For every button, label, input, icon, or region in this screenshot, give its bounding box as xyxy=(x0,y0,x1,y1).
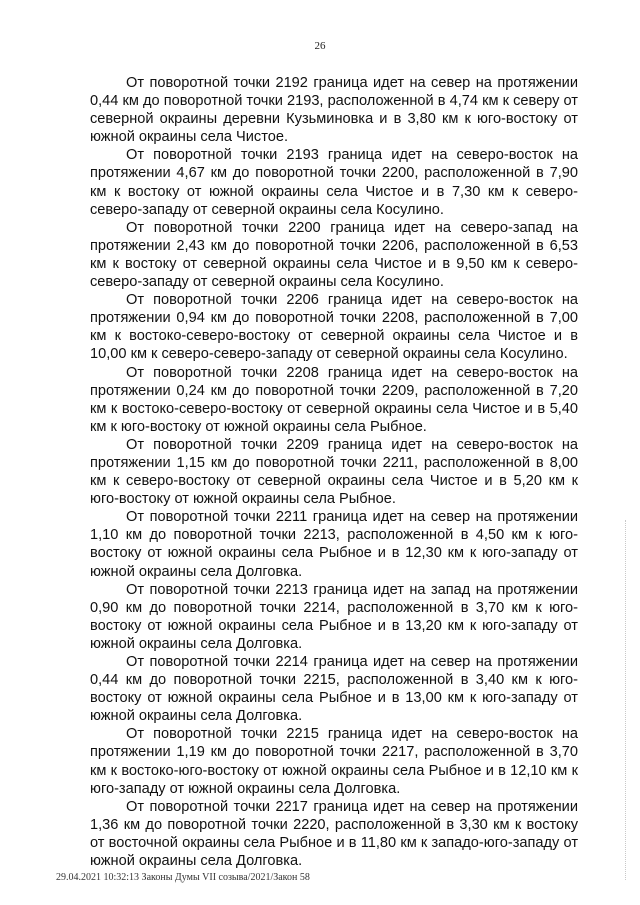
paragraph: От поворотной точки 2208 граница идет на северо-восток на протяжении 0,24 км до поворотной точки 2209, расположенной в 7,20 км к востоко-северо-востоку от северной окраины села Чистое и в 5,40 км к юго-востоку от южной окраины села Рыбное. xyxy=(90,364,578,435)
footer-stamp: 29.04.2021 10:32:13 Законы Думы VII созыва/2021/Закон 58 xyxy=(56,872,310,883)
paragraph: От поворотной точки 2214 граница идет на север на протяжении 0,44 км до поворотной точки 2215, расположенной в 3,40 км к юго-востоку от южной окраины села Рыбное и в 13,00 км к юго-западу от южной окраины села Долговка. xyxy=(90,654,578,725)
paragraph: От поворотной точки 2215 граница идет на северо-восток на протяжении 1,19 км до поворотной точки 2217, расположенной в 3,70 км к востоко-юго-востоку от южной окраины села Рыбное и в 12,10 км к юго-западу от южной окраины села Долговка. xyxy=(90,726,578,797)
margin-stamp-line xyxy=(625,520,630,880)
paragraph: От поворотной точки 2213 граница идет на запад на протяжении 0,90 км до поворотной точки 2214, расположенной в 3,70 км к юго-востоку от южной окраины села Рыбное и в 13,20 км к юго-западу от южной окраины села Долговка. xyxy=(90,581,578,652)
paragraph: От поворотной точки 2209 граница идет на северо-восток на протяжении 1,15 км до поворотной точки 2211, расположенной в 8,00 км к северо-востоку от северной окраины села Чистое и в 5,20 км к юго-востоку от южной окраины села Рыбное. xyxy=(90,436,578,508)
paragraph: От поворотной точки 2211 граница идет на север на протяжении 1,10 км до поворотной точки 2213, расположенной в 4,50 км к юго-востоку от южной окраины села Рыбное и в 12,30 км к юго-западу от южной окраины села Долговка. xyxy=(90,509,578,580)
paragraph: От поворотной точки 2193 граница идет на северо-восток на протяжении 4,67 км до поворотной точки 2200, расположенной в 7,90 км к востоку от южной окраины села Чистое и в 7,30 км к северо-северо-западу от северной окраины села Косулино. xyxy=(90,147,578,218)
paragraph: От поворотной точки 2200 граница идет на северо-запад на протяжении 2,43 км до поворотной точки 2206, расположенной в 6,53 км к востоку от северной окраины села Чистое и в 9,50 км к северо-северо-западу от северной окраины села Косулино. xyxy=(90,219,578,291)
paragraph: От поворотной точки 2192 граница идет на север на протяжении 0,44 км до поворотной точки 2193, расположенной в 4,74 км к северу от северной окраины деревни Кузьминовка и в 3,80 км к юго-востоку от южной окраины села Чистое. xyxy=(90,75,578,146)
paragraph: От поворотной точки 2206 граница идет на северо-восток на протяжении 0,94 км до поворотной точки 2208, расположенной в 7,00 км к востоко-северо-востоку от северной окраины села Чистое и в 10,00 км к северо-северо-западу от северной окраины села Косулино. xyxy=(90,292,578,363)
paragraph: От поворотной точки 2217 граница идет на север на протяжении 1,36 км до поворотной точки 2220, расположенной в 3,30 км к востоку от восточной окраины села Рыбное и в 11,80 км к западо-юго-западу от южной окраины села Долговка. xyxy=(90,798,578,870)
page-number: 26 xyxy=(314,40,326,52)
document-body xyxy=(90,74,578,870)
